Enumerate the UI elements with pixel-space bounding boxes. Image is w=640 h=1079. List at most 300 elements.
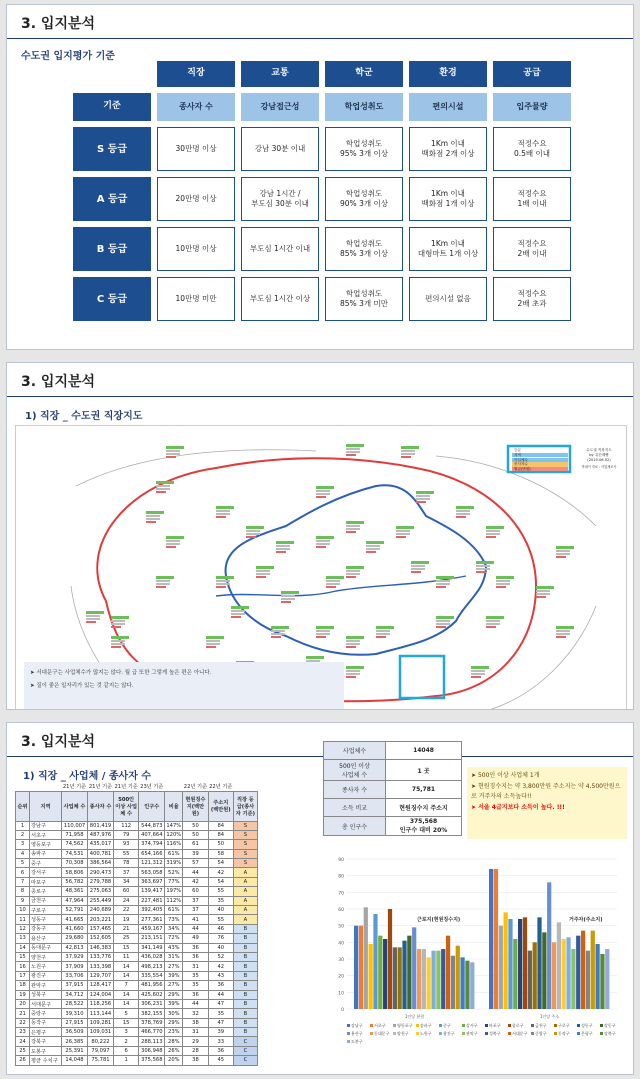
table-cell: 36,509 [62, 1028, 88, 1037]
legend-label: 관악구 [466, 1031, 478, 1036]
table-cell: 47 [208, 999, 233, 1008]
y-tick: 60 [338, 908, 344, 913]
map-marker [256, 566, 274, 578]
legend-label: 종로구 [512, 1023, 524, 1028]
table-cell: 76 [208, 934, 233, 943]
bar [383, 939, 387, 1009]
table-cell: 7 [16, 877, 30, 886]
table-cell: 37,929 [62, 952, 88, 961]
summary-value: 14048 [386, 742, 462, 760]
table-cell: 84 [208, 821, 233, 830]
table-cell: 29% [165, 1018, 183, 1027]
table-cell: 중랑구 [30, 1009, 62, 1018]
table-cell: 4 [16, 849, 30, 858]
summary-row [324, 799, 462, 817]
criteria-value: 편의시설 없음 [409, 277, 487, 321]
table-cell: 61 [183, 840, 208, 849]
table-cell: 종로구 [30, 887, 62, 896]
table-cell: 광진구 [30, 971, 62, 980]
legend-label: 영등포구 [397, 1023, 413, 1028]
legend-item: 등급 [512, 448, 568, 452]
legend-label: 광진구 [443, 1031, 455, 1036]
legend-label: 강동구 [604, 1023, 616, 1028]
table-cell: 14 [16, 943, 30, 952]
table-row [16, 906, 258, 915]
bar [571, 949, 575, 1009]
table-cell: 378,769 [139, 1018, 165, 1027]
bar [494, 869, 498, 1009]
table-cell: 5 [16, 859, 30, 868]
table-cell: C [233, 1046, 257, 1055]
table-cell: 28 [183, 1046, 208, 1055]
table-cell: 392,405 [139, 906, 165, 915]
table-cell: 52 [208, 952, 233, 961]
y-tick: 0 [341, 1008, 344, 1013]
map-marker [346, 444, 364, 456]
table-cell: 35 [183, 981, 208, 990]
legend-label: 동작구 [558, 1031, 570, 1036]
category-header: 학군 [325, 61, 403, 87]
table-row [16, 962, 258, 971]
table-cell: B [233, 924, 257, 933]
legend-swatch [370, 1032, 373, 1035]
bar [576, 936, 580, 1009]
table-cell: 29 [183, 1037, 208, 1046]
table-cell: 25 [16, 1046, 30, 1055]
table-cell: 26,385 [62, 1037, 88, 1046]
table-row [16, 849, 258, 858]
table-cell: 28% [165, 1037, 183, 1046]
income-chart [325, 851, 625, 1071]
bar [552, 942, 556, 1009]
bar [398, 947, 402, 1009]
series-label-right: 거주자(주소지) [569, 917, 603, 923]
slide-evaluation-criteria [6, 4, 634, 350]
table-cell: 363,697 [139, 877, 165, 886]
legend-label: 노원구 [420, 1031, 432, 1036]
criteria-label: 학업성취도 [325, 93, 403, 121]
bar [373, 914, 377, 1009]
summary-label: 종사자 수 [324, 781, 386, 799]
criteria-value: 학업성취도 85% 3개 미만 [325, 277, 403, 321]
y-tick: 70 [338, 891, 344, 897]
criteria-value: 30만명 이상 [157, 127, 235, 171]
table-cell: 58 [208, 849, 233, 858]
legend-swatch [347, 1024, 350, 1027]
table-cell: 21 [114, 924, 139, 933]
table-cell: 35 [208, 896, 233, 905]
table-cell: B [233, 1028, 257, 1037]
table-cell: 58,806 [62, 868, 88, 877]
table-cell: 6 [16, 868, 30, 877]
table-cell: 54 [208, 877, 233, 886]
slide-title: 3. 입지분석 [21, 734, 96, 750]
map-marker [166, 536, 184, 548]
criteria-value: 10만명 이상 [157, 227, 235, 271]
legend-swatch [439, 1032, 442, 1035]
legend-swatch [462, 1032, 465, 1035]
table-cell: 73% [165, 915, 183, 924]
table-cell: 23 [16, 1028, 30, 1037]
slide-subtitle: 1) 직장 _ 수도권 직장지도 [25, 411, 143, 422]
table-cell: 1 [16, 821, 30, 830]
table-cell: 39% [165, 971, 183, 980]
table-cell: S [233, 859, 257, 868]
table-cell: 서대문구 [30, 999, 62, 1008]
bar [407, 936, 411, 1009]
table-cell: 29% [165, 990, 183, 999]
table-row [16, 1028, 258, 1037]
map-marker [436, 576, 454, 588]
table-cell: 481,956 [139, 981, 165, 990]
table-cell: 113,144 [88, 1009, 114, 1018]
map-marker [536, 586, 554, 598]
map-marker [231, 606, 249, 618]
table-cell: 용산구 [30, 934, 62, 943]
table-cell: 213,151 [139, 934, 165, 943]
bar [518, 919, 522, 1009]
table-cell: 11 [114, 952, 139, 961]
table-cell: 은평구 [30, 1028, 62, 1037]
table-cell: 5 [114, 1009, 139, 1018]
column-header: 종사자 수 [88, 791, 114, 821]
table-cell: 128,417 [88, 981, 114, 990]
legend-swatch [577, 1024, 580, 1027]
grade-label: S 등급 [73, 127, 151, 171]
table-row [16, 868, 258, 877]
legend-swatch [370, 1024, 373, 1027]
category-header: 공급 [493, 61, 571, 87]
criteria-value: 20만명 이상 [157, 177, 235, 221]
category-header: 환경 [409, 61, 487, 87]
table-cell: S [233, 821, 257, 830]
table-cell: 43 [208, 971, 233, 980]
summary-value: 75,781 [386, 781, 462, 799]
table-cell: 133,398 [88, 962, 114, 971]
table-cell: 26 [16, 1056, 30, 1065]
map-marker [156, 576, 174, 588]
bar [456, 946, 460, 1009]
column-header: 500인 이상 사업체 수 [114, 791, 139, 821]
table-cell: 84 [208, 830, 233, 839]
criteria-label: 편의시설 [409, 93, 487, 121]
column-header: 주소지(백만원) [208, 791, 233, 821]
table-cell: 459,167 [139, 924, 165, 933]
map-marker [411, 561, 429, 573]
table-cell: 10 [16, 906, 30, 915]
criteria-value: 적정수요 1배 이내 [493, 177, 571, 221]
year-header: 22년 기준 [183, 784, 208, 791]
map-marker [206, 636, 224, 648]
note-1: ➤ 서대문구는 사업체수가 많지는 않다. 월 급 또한 그렇게 높은 편은 아니다. [30, 670, 212, 676]
legend-swatch [600, 1032, 603, 1035]
table-cell: 61% [165, 906, 183, 915]
table-cell: B [233, 962, 257, 971]
table-cell: 14,048 [62, 1056, 88, 1065]
table-cell: B [233, 1018, 257, 1027]
table-cell: 강북구 [30, 1037, 62, 1046]
summary-row [324, 760, 462, 781]
table-cell: 112 [114, 821, 139, 830]
table-cell: 306,231 [139, 999, 165, 1008]
bar [465, 961, 469, 1009]
grade-label: B 등급 [73, 227, 151, 271]
table-cell: 중구 [30, 859, 62, 868]
table-cell: 강동구 [30, 924, 62, 933]
legend-label: 송파구 [420, 1023, 432, 1028]
table-cell: 227,481 [139, 896, 165, 905]
criteria-label: 종사자 수 [157, 93, 235, 121]
grade-label: C 등급 [73, 277, 151, 321]
table-cell: 36 [183, 943, 208, 952]
map-marker [111, 616, 129, 628]
bar [364, 907, 368, 1009]
criteria-label: 강남접근성 [241, 93, 319, 121]
table-cell: 영등포구 [30, 840, 62, 849]
table-cell: 801,419 [88, 821, 114, 830]
table-cell: 18 [16, 981, 30, 990]
criteria-value: 적정수요 2배 이내 [493, 227, 571, 271]
table-cell: 124,004 [88, 990, 114, 999]
map-marker [486, 616, 504, 628]
table-cell: 33 [208, 1037, 233, 1046]
bar [354, 926, 358, 1009]
map-marker [346, 566, 364, 578]
table-cell: 38 [183, 1018, 208, 1027]
highlight-box [400, 656, 444, 698]
table-cell: 407,664 [139, 830, 165, 839]
table-cell: 38 [183, 1056, 208, 1065]
table-cell: 152,605 [88, 934, 114, 943]
map-marker [556, 626, 574, 638]
criteria-value: 부도심 1시간 이내 [241, 227, 319, 271]
table-cell: 50 [183, 821, 208, 830]
bar [499, 926, 503, 1009]
table-cell: 45 [208, 1056, 233, 1065]
table-cell: 23% [165, 1028, 183, 1037]
table-cell: 32 [183, 1009, 208, 1018]
table-cell: 39% [165, 999, 183, 1008]
year-header: 21년 기준 [62, 784, 87, 791]
map-marker [86, 611, 104, 623]
table-cell: 563,058 [139, 868, 165, 877]
slide-header [7, 5, 633, 39]
bar [417, 949, 421, 1009]
table-cell: 34 [114, 877, 139, 886]
map-marker [316, 536, 334, 548]
map-marker [366, 541, 384, 553]
y-tick: 90 [338, 858, 344, 863]
table-cell: 29,680 [62, 934, 88, 943]
x-label-2: 1인당 주소 [539, 1014, 560, 1019]
criteria-value: 10만명 미만 [157, 277, 235, 321]
table-row [16, 999, 258, 1008]
table-cell: 42,813 [62, 943, 88, 952]
bar [523, 917, 527, 1009]
table-cell: 78 [114, 859, 139, 868]
table-cell: 146,383 [88, 943, 114, 952]
map-notes [24, 662, 344, 710]
column-header: 인구수 [139, 791, 165, 821]
table-cell: 도봉구 [30, 1046, 62, 1055]
table-cell: 8 [16, 887, 30, 896]
business-table [15, 783, 258, 1066]
y-tick: 20 [338, 974, 344, 980]
map-marker [476, 561, 494, 573]
table-cell: 436,028 [139, 952, 165, 961]
legend-label: 성동구 [581, 1023, 593, 1028]
table-cell: 70,308 [62, 859, 88, 868]
table-cell: 2 [114, 1037, 139, 1046]
table-cell: 6 [114, 1046, 139, 1055]
table-cell: 14 [114, 990, 139, 999]
map-marker [216, 576, 234, 588]
table-cell: 31% [165, 952, 183, 961]
y-tick: 30 [338, 958, 344, 963]
table-cell: 306,948 [139, 1046, 165, 1055]
legend-label: 마포구 [489, 1023, 501, 1028]
table-cell: B [233, 934, 257, 943]
table-cell: 31 [183, 1028, 208, 1037]
table-cell: 71,958 [62, 830, 88, 839]
table-cell: S [233, 840, 257, 849]
bar [489, 869, 493, 1009]
column-header: 사업체 수 [62, 791, 88, 821]
table-row [16, 1037, 258, 1046]
table-cell: 평균 수치구 [30, 1056, 62, 1065]
table-cell: 80,222 [88, 1037, 114, 1046]
slide-header [7, 723, 633, 757]
column-header: 직장 등급(종사자 기준) [233, 791, 257, 821]
bar [528, 951, 532, 1009]
map-marker [486, 526, 504, 538]
table-cell: 3 [16, 840, 30, 849]
bar [393, 947, 397, 1009]
table-cell: 14 [114, 999, 139, 1008]
legend-label: 강북구 [604, 1031, 616, 1036]
criteria-value: 부도심 1시간 이상 [241, 277, 319, 321]
summary-value: 375,568 인구수 대비 20% [386, 817, 462, 836]
bar [504, 912, 508, 1009]
table-row [16, 943, 258, 952]
map-marker [271, 626, 289, 638]
legend-swatch [531, 1032, 534, 1035]
table-cell: 37,909 [62, 962, 88, 971]
y-tick: 10 [338, 991, 344, 997]
legend-item: 사업체수 [512, 458, 568, 462]
map-legend-title: 수도권 직장지도 by 유진제빵 (2019.06.02) [586, 448, 612, 462]
table-cell: 36 [208, 981, 233, 990]
table-cell: 20 [16, 999, 30, 1008]
table-cell: S [233, 849, 257, 858]
map-legend [512, 448, 568, 472]
table-cell: 120% [166, 832, 182, 839]
table-cell: 19 [16, 990, 30, 999]
bar [441, 949, 445, 1009]
legend-swatch [508, 1024, 511, 1027]
y-tick: 80 [338, 874, 344, 880]
y-tick: 50 [338, 924, 344, 930]
note-2: ➤ 질이 좋은 일자리가 있는 것 같지는 않다. [30, 683, 134, 689]
map-marker [216, 506, 234, 518]
table-cell: 26% [165, 1046, 183, 1055]
table-cell: 48,361 [62, 887, 88, 896]
table-cell: 435,017 [88, 840, 114, 849]
table-cell: 27% [165, 981, 183, 990]
table-cell: 42 [208, 962, 233, 971]
bar [586, 951, 590, 1009]
legend-label: 중구 [443, 1023, 451, 1028]
map-marker [326, 576, 344, 588]
map-marker [456, 506, 474, 518]
table-cell: B [233, 999, 257, 1008]
bar [359, 926, 363, 1009]
bar [513, 939, 517, 1009]
table-row [16, 896, 258, 905]
year-header [165, 783, 183, 791]
table-cell: 노원구 [30, 962, 62, 971]
table-cell: 44 [183, 868, 208, 877]
table-row [16, 887, 258, 896]
table-cell: B [233, 981, 257, 990]
legend-label: 동대문구 [374, 1031, 390, 1036]
table-cell: 19 [114, 915, 139, 924]
table-cell: 203,221 [88, 915, 114, 924]
table-cell: A [233, 868, 257, 877]
bar [595, 944, 599, 1009]
table-cell: 36 [183, 990, 208, 999]
legend-swatch [416, 1024, 419, 1027]
table-cell: 30% [165, 1009, 183, 1018]
bar [581, 931, 585, 1009]
table-row [16, 821, 258, 830]
table-cell: 15 [16, 952, 30, 961]
criteria-value: 강남 1시간 / 부도심 30분 이내 [241, 177, 319, 221]
table-cell: 강서구 [30, 868, 62, 877]
criteria-value: 1Km 이내 대형마트 1개 이상 [409, 227, 487, 271]
table-cell: 39,310 [62, 1009, 88, 1018]
legend-swatch [347, 1032, 350, 1035]
table-cell: 498,213 [139, 962, 165, 971]
legend-label: 강서구 [466, 1023, 478, 1028]
bar [378, 936, 382, 1009]
table-cell: 27% [165, 962, 183, 971]
table-cell: 36 [208, 1046, 233, 1055]
y-tick: 40 [338, 941, 344, 947]
bar [542, 932, 546, 1009]
bar [470, 962, 474, 1009]
legend-swatch [508, 1032, 511, 1035]
table-cell: 133,776 [88, 952, 114, 961]
summary-box [323, 741, 462, 836]
series-label-left: 근로지(현원징수지) [417, 917, 461, 923]
column-header: 비율 [165, 791, 183, 821]
header-row [16, 791, 258, 821]
table-cell: 13 [16, 934, 30, 943]
criteria-value: 학업성취도 95% 3개 이상 [325, 127, 403, 171]
table-cell: 118,256 [88, 999, 114, 1008]
legend-swatch [554, 1024, 557, 1027]
table-cell: A [233, 915, 257, 924]
table-cell: B [233, 971, 257, 980]
legend-swatch [462, 1024, 465, 1027]
map-marker [146, 511, 164, 523]
bar [412, 927, 416, 1009]
table-row [16, 1046, 258, 1055]
table-cell: 255,449 [88, 896, 114, 905]
legend-label: 구로구 [558, 1023, 570, 1028]
summary-row [324, 817, 462, 836]
